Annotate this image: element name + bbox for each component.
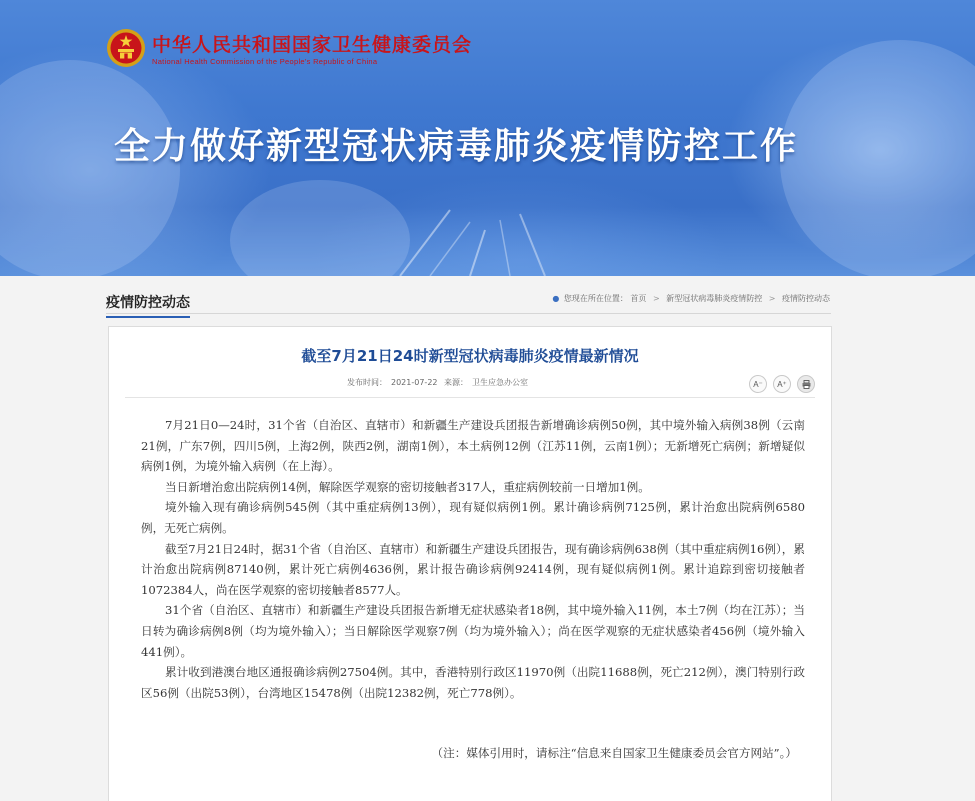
breadcrumb bbox=[552, 293, 830, 304]
article-meta bbox=[347, 377, 532, 388]
location-pin-icon: ● bbox=[552, 294, 560, 303]
article-paragraph: 截至7月21日24时，据31个省（自治区、直辖市）和新疆生产建设兵团报告，现有确诊病例638例（其中重症病例16例），累计治愈出院病例87140例，累计死亡病例4636例，累计报告确诊病例92414例，现有疑似病例1例。累计追踪到密切接触者1072384人，尚在医学观察的密切接触者8577人。 bbox=[141, 541, 805, 597]
article-card bbox=[108, 326, 832, 801]
article-tools bbox=[749, 375, 815, 393]
print-icon bbox=[802, 380, 811, 389]
font-decrease-button[interactable]: A⁻ bbox=[749, 375, 767, 393]
publish-date: 2021-07-22 bbox=[391, 378, 438, 387]
font-increase-button[interactable]: A⁺ bbox=[773, 375, 791, 393]
breadcrumb-item-epidemic-control[interactable]: 新型冠状病毒肺炎疫情防控 bbox=[666, 294, 763, 303]
breadcrumb-separator: > bbox=[652, 294, 660, 303]
national-emblem-icon[interactable] bbox=[106, 28, 146, 68]
header-banner bbox=[0, 0, 975, 276]
source-name: 卫生应急办公室 bbox=[472, 378, 529, 387]
breadcrumb-separator: > bbox=[768, 294, 776, 303]
organization-name[interactable]: 中华人民共和国国家卫生健康委员会 bbox=[152, 34, 473, 56]
source-label: 来源： bbox=[444, 378, 469, 387]
breadcrumb-item-home[interactable]: 首页 bbox=[630, 294, 647, 303]
banner-slogan: 全力做好新型冠状病毒肺炎疫情防控工作 bbox=[114, 126, 799, 167]
article-paragraph: 31个省（自治区、直辖市）和新疆生产建设兵团报告新增无症状感染者18例，其中境外输入11例，本土7例（均在江苏）；当日转为确诊病例8例（均为境外输入）；当日解除医学观察7例（均为境外输入）；尚在医学观察的无症状感染者456例（境外输入441例）。 bbox=[141, 603, 805, 659]
article-title: 截至7月21日24时新型冠状病毒肺炎疫情最新情况 bbox=[301, 347, 639, 365]
article-body bbox=[141, 415, 805, 703]
light-streak-decor bbox=[360, 200, 600, 276]
article-paragraph: 7月21日0—24时，31个省（自治区、直辖市）和新疆生产建设兵团报告新增确诊病例50例，其中境外输入病例38例（云南21例，广东7例，四川5例，上海2例，陕西2例，湖南1例），本土病例12例（江苏11例，云南1例）；无新增死亡病例；新增疑似病例1例，为境外输入病例（在上海）。 bbox=[141, 418, 805, 474]
article-paragraph: 累计收到港澳台地区通报确诊病例27504例。其中，香港特别行政区11970例（出院11688例，死亡212例），澳门特别行政区56例（出院53例），台湾地区15478例（出院12382例，死亡778例）。 bbox=[141, 665, 805, 700]
citation-note: （注：媒体引用时，请标注“信息来自国家卫生健康委员会官方网站”。） bbox=[431, 746, 797, 760]
section-title: 疫情防控动态 bbox=[106, 292, 190, 318]
breadcrumb-item-current[interactable]: 疫情防控动态 bbox=[782, 294, 830, 303]
divider bbox=[125, 397, 815, 398]
article-paragraph: 当日新增治愈出院病例14例，解除医学观察的密切接触者317人，重症病例较前一日增加1例。 bbox=[165, 479, 650, 494]
breadcrumb-prefix: 您现在所在位置： bbox=[563, 294, 628, 303]
divider bbox=[106, 313, 831, 314]
organization-name-english: National Health Commission of the People's Republic of China bbox=[152, 57, 378, 66]
article-paragraph: 境外输入现有确诊病例545例（其中重症病例13例），现有疑似病例1例。累计确诊病例7125例，累计治愈出院病例6580例，无死亡病例。 bbox=[141, 500, 805, 535]
publish-date-label: 发布时间： bbox=[347, 378, 387, 387]
print-button[interactable] bbox=[797, 375, 815, 393]
